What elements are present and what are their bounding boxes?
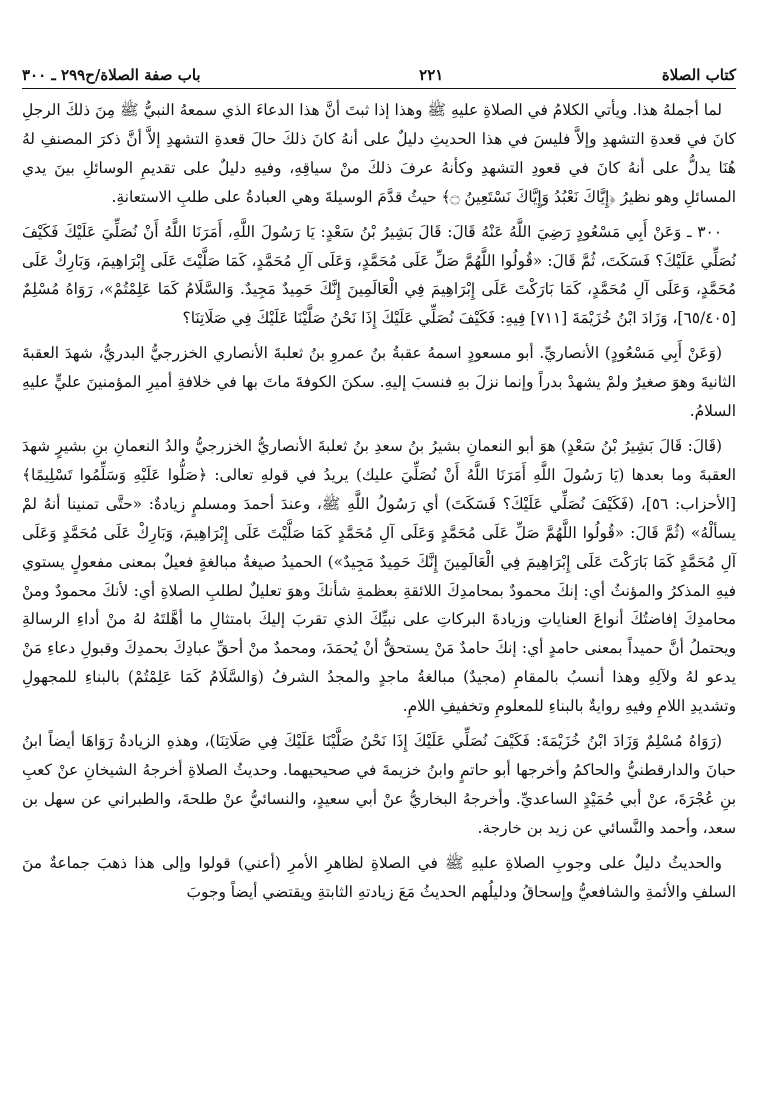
paragraph-intro: لما أجملهُ هذا. ويأتي الكلامُ في الصلاةِ عليهِ ﷺ وهذا إذا ثبتَ أنَّ هذا الدعاءَ الذي سمعهُ النبيُّ ﷺ مِنَ ذلكَ الرجلِ كانَ في قعدةِ التشهدِ وإلاَّ فليسَ في هذا الحديثِ دليلٌ على أنهُ كانَ ذلكَ حالَ قعدةِ التشهدِ إلاَّ أنَّ ذكرَ المصنفِ لهُ هُنَا يدلُّ على أنهُ كانَ في قعودِ التشهدِ وكأنهُ عرفَ ذلكَ منْ سياقِهِ، وفيهِ دليلٌ على تقديمِ الوسائلِ بينَ يدي المسائلِ وهو نظيرُ ﴿إِيَّاكَ نَعْبُدُ وَإِيَّاكَ نَسْتَعِينُ ۝﴾ حيثُ قدَّمَ الوسيلةَ وهي العبادةُ على طلبِ الاستعانةِ.	[22, 101, 736, 206]
page-number: ٢٢١	[419, 66, 444, 84]
commentary-ruling: والحديثُ دليلٌ على وجوبِ الصلاةِ عليهِ ﷺ في الصلاةِ لظاهرِ الأمرِ (أعني) قولوا وإلى هذا ذهبَ جماعةٌ منَ السلفِ والأئمةِ والشافعيُّ وإسحاقُ ودليلُهم الحديثُ مَعَ زيادتهِ الثابتةِ ويقتضي أيضاً وجوبَ	[22, 853, 736, 901]
hadith-300: ٣٠٠ ـ وَعَنْ أَبِي مَسْعُودٍ رَضِيَ اللَّهُ عَنْهُ قَالَ: قَالَ بَشِيرُ بْنُ سَعْدٍ: يَا رَسُولَ اللَّهِ، أَمَرَنَا اللَّهُ أَنْ نُصَلِّيَ عَلَيْكَ فَكَيْفَ نُصَلِّي عَلَيْكَ؟ فَسَكَتَ، ثُمَّ قَالَ: «قُولُوا اللَّهُمَّ صَلِّ عَلَى مُحَمَّدٍ، وَعَلَى آلِ مُحَمَّدٍ، كَمَا صَلَّيْتَ عَلَى إِبْرَاهِيمَ، وَبَارِكْ عَلَى مُحَمَّدٍ، وَعَلَى آلِ مُحَمَّدٍ، كَمَا بَارَكْتَ عَلَى إِبْرَاهِيمَ فِي الْعَالَمِينَ إِنَّكَ حَمِيدٌ مَجِيدٌ. وَالسَّلَامُ كَمَا عَلِمْتُمْ»، رَوَاهُ مُسْلِمٌ [٦٥/٤٠٥]، وَزَادَ ابْنُ خُزَيْمَةَ [٧١١] فِيهِ: فَكَيْفَ نُصَلِّي عَلَيْكَ إِذَا نَحْنُ صَلَّيْنَا عَلَيْكَ فِي صَلَاتِنَا؟	[22, 222, 736, 328]
chapter-title: باب صفة الصلاة/ح٢٩٩ ـ ٣٠٠	[22, 66, 201, 84]
running-header	[22, 62, 736, 89]
commentary-addition: (رَوَاهُ مُسْلِمٌ وَزَادَ ابْنُ خُزَيْمَةَ: فَكَيْفَ نُصَلِّي عَلَيْكَ إِذَا نَحْنُ صَلَّيْنَا عَلَيْكَ فِي صَلَاتِنَا)، وهذهِ الزيادةُ رَوَاهَا أيضاً ابنُ حبانَ والدارقطنيُّ والحاكمُ وأخرجها أبو حاتمٍ وابنُ خزيمةَ في صحيحيهما. وحديثُ الصلاةِ أخرجهُ الشيخانِ عنْ كعبِ بنِ عُجْرَةَ، عنْ أبي حُمَيْدٍ الساعديِّ. وأخرجهُ البخاريُّ عنْ أبي سعيدٍ، والنسائيُّ عنْ طلحةَ، والطبراني عن سهل بن سعد، وأحمد والنَّسائي عن زيد بن خارجة.	[22, 732, 736, 837]
commentary-narrator: (وَعَنْ أَبِي مَسْعُودٍ) الأنصاريِّ. أبو مسعودٍ اسمهُ عقبةُ بنُ عمروِ بنُ ثعلبةَ الأنصاري الخزرجيُّ البدريُّ، شهدَ العقبةَ الثانيةَ وهوَ صغيرٌ ولمْ يشهدْ بدراً وإنما نزلَ بهِ فنسبَ إليهِ. سكنَ الكوفةَ ماتَ بها في خلافةِ أميرِ المؤمنينَ عليٍّ عليهِ السلامُ.	[22, 344, 736, 421]
commentary-text: (قَالَ: قَالَ بَشِيرُ بْنُ سَعْدٍ) هوَ أبو النعمانِ بشيرُ بنُ سعدِ بنُ ثعلبةَ الأنصاريُّ الخزرجيُّ والدُ النعمانِ بنِ بشيرٍ شهدَ العقبةَ وما بعدها (يَا رَسُولَ اللَّهِ أَمَرَنَا اللَّهُ أَنْ نُصَلِّيَ عليك) يريدُ في قولهِ تعالى: ﴿صَلُّوا عَلَيْهِ وَسَلِّمُوا تَسْلِيمًا﴾ [الأحزاب: ٥٦]، (فَكَيْفَ نُصَلِّي عَلَيْكَ؟ فَسَكَتَ) أي رَسُولُ اللَّهِ ﷺ، وعندَ أحمدَ ومسلمٍ زيادةٌ: «حتَّى تمنينا أنهُ لمْ يسألْهُ» (ثُمَّ قَالَ: «قُولُوا اللَّهُمَّ صَلِّ عَلَى مُحَمَّدٍ وَعَلَى آلِ مُحَمَّدٍ كَمَا صَلَّيْتَ عَلَى إِبْرَاهِيمَ، وَبَارِكْ عَلَى مُحَمَّدٍ وَعَلَى آلِ مُحَمَّدٍ كَمَا بَارَكْتَ عَلَى إِبْرَاهِيمَ فِي الْعَالَمِينَ إِنَّكَ حَمِيدٌ مَجِيدٌ») الحميدُ صيغةُ مبالغةٍ فعيلٌ بمعنى مفعولٍ يستوي فيهِ المذكرُ والمؤنثُ أي: إنكَ محمودٌ بمحامدِكَ اللائقةِ بعظمةِ شأنكَ وهوَ تعليلٌ لطلبِ الصلاةِ أي: لأنكَ محمودٌ ومنْ محامدِكَ إفاضتُكَ أنواعَ العناياتِ وزيادةَ البركاتِ على نبيِّكَ الذي تقربَ إليكَ بامتثالِ ما أهَّلتَهُ لهُ منْ أداءِ الرسالةِ ويحتملُ أنَّ حميداً بمعنى حامدٍ أي: إنكَ حامدٌ مَنْ يستحقُّ أنْ يُحمَدَ، ومحمدٌ منْ أحقِّ عبادِكَ بحمدِكَ وقبولِ دعاءِ مَنْ يدعو لهُ ولآلِهِ وهذا أنسبُ بالمقامِ (مجيدٌ) مبالغةُ ماجدٍ والمجدُ الشرفُ (وَالسَّلَامُ كَمَا عَلِمْتُمْ) بالبناءِ للمجهولِ وتشديدِ اللامِ وفيهِ روايةٌ بالبناءِ للمعلومِ وتخفيفِ اللامِ.	[22, 436, 737, 716]
book-title: كتاب الصلاة	[661, 66, 736, 84]
page-body	[22, 96, 736, 1106]
